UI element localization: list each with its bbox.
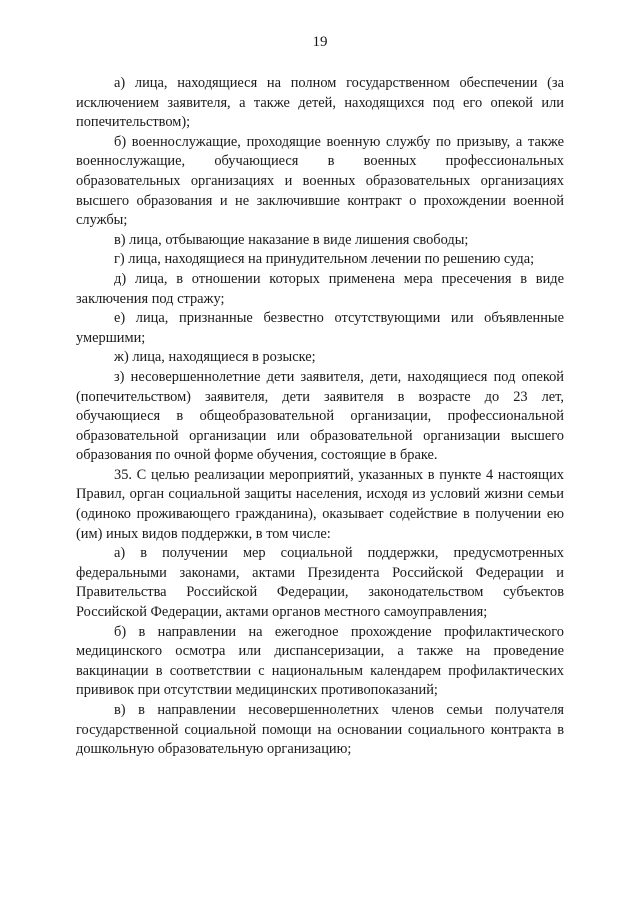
page-number: 19 [312, 34, 328, 50]
paragraph-item-e-missing-or-deceased: е) лица, признанные безвестно отсутствующими или объявленные умершими; [76, 310, 564, 346]
paragraph-item-zh-wanted: ж) лица, находящиеся в розыске; [114, 349, 316, 366]
document-body [76, 74, 564, 760]
paragraph-clause-35-item-v: в) в направлении несовершеннолетних членов семьи получателя государственной социальной помощи на основании социального контракта в дошкольную образовательную организацию; [76, 702, 564, 758]
paragraph-item-g-compulsory-treatment: г) лица, находящиеся на принудительном лечении по решению суда; [114, 251, 535, 268]
paragraph-item-v-imprisonment: в) лица, отбывающие наказание в виде лишения свободы; [114, 231, 469, 248]
paragraph-clause-35-item-b: б) в направлении на ежегодное прохождение профилактического медицинского осмотра или диспансеризации, а также на проведение вакцинации в соответствии с национальным календарем профилактических прививок при отсутствии медицинских противопоказаний; [76, 623, 564, 699]
paragraph-item-b-military-service: б) военнослужащие, проходящие военную службу по призыву, а также военнослужащие, обучающиеся в военных профессиональных образовательных организациях и военных образовательных организациях высшего образования и не заключившие контракт о прохождении военной службы; [76, 133, 564, 229]
paragraph-item-a-full-state-support: а) лица, находящиеся на полном государственном обеспечении (за исключением заявителя, а также детей, находящихся под его опекой или попечительством); [76, 75, 564, 131]
paragraph-clause-35-item-a: а) в получении мер социальной поддержки, предусмотренных федеральными законами, актами Президента Российской Федерации и Правительства Российской Федерации, законодательством субъектов Российской Федерации, актами органов местного самоуправления; [76, 545, 564, 621]
paragraph-clause-35: 35. С целью реализации мероприятий, указанных в пункте 4 настоящих Правил, орган социальной защиты населения, исходя из условий жизни семьи (одиноко проживающего гражданина), оказывает содействие в получении ею (им) иных видов поддержки, в том числе: [76, 466, 564, 542]
paragraph-item-z-married-children: з) несовершеннолетние дети заявителя, дети, находящиеся под опекой (попечительством) заявителя, дети заявителя в возрасте до 23 лет, обучающиеся в общеобразовательной организации, профессиональной образовательной организации или образовательной организации высшего образования по очной форме обучения, состоящие в браке. [76, 368, 564, 464]
paragraph-item-d-custody: д) лица, в отношении которых применена мера пресечения в виде заключения под стражу; [76, 270, 564, 307]
